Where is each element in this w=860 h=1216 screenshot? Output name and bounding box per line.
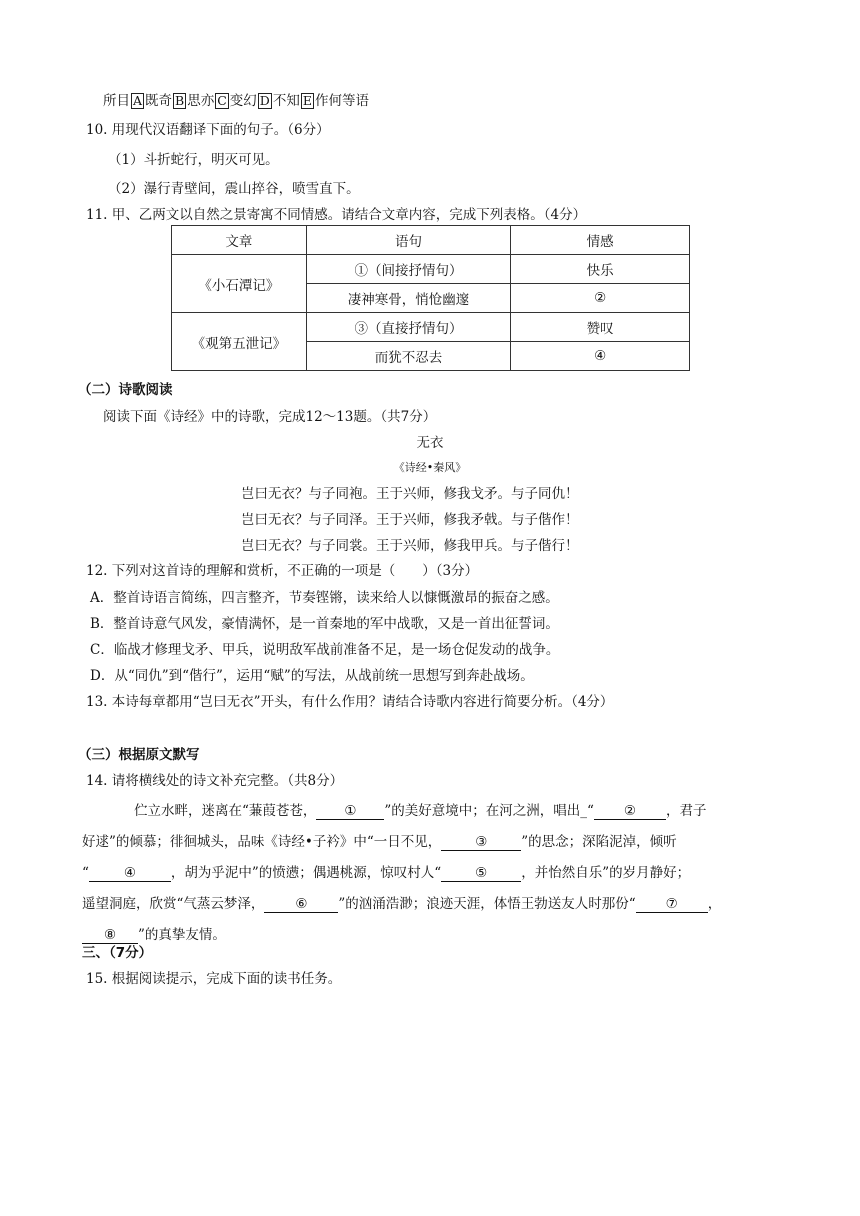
q10-sentence-2: （2）瀑行青壁间，震山捽谷，喷雪直下。 xyxy=(108,181,360,197)
poetry-intro: 阅读下面《诗经》中的诗歌，完成12～13题。（共7分） xyxy=(103,409,437,425)
blank-8[interactable]: ⑧ xyxy=(82,927,138,944)
article-xiaoshitan: 《小石潭记》 xyxy=(172,255,307,313)
poem-line: 岂曰无衣？与子同泽。王于兴师，修我矛戟。与子偕作！ xyxy=(241,512,579,528)
blank-5[interactable]: ⑤ xyxy=(441,865,521,882)
article-guandiwuxie: 《观第五泄记》 xyxy=(172,313,307,371)
section-heading-poetry: （二）诗歌阅读 xyxy=(78,382,173,398)
q12-option-a: A．整首诗语言简练，四言整齐，节奏铿锵，读来给人以慷慨激昂的振奋之感。 xyxy=(90,590,559,606)
header-emotion: 情感 xyxy=(511,226,690,255)
header-article: 文章 xyxy=(172,226,307,255)
table-row xyxy=(172,313,690,342)
blank-4[interactable]: ④ xyxy=(89,865,171,882)
blank-2[interactable]: ② xyxy=(594,803,666,820)
q10-sentence-1: （1）斗折蛇行，明灭可见。 xyxy=(108,152,279,168)
poem-line: 岂曰无衣？与子同裳。王于兴师，修我甲兵。与子偕行！ xyxy=(241,538,579,554)
emotion-cell: 快乐 xyxy=(511,255,690,284)
poem-title: 无衣 xyxy=(416,435,444,451)
sentence-cell: ③（直接抒情句） xyxy=(306,313,511,342)
poem-line: 岂曰无衣？与子同袍。王于兴师，修我戈矛。与子同仇！ xyxy=(241,486,579,502)
option-line: 所目 A 既奇 B 思亦 C 变幻 D 不知 E 作何等语 xyxy=(103,93,369,109)
emotion-cell: 赞叹 xyxy=(511,313,690,342)
emotion-cell: ④ xyxy=(511,342,690,371)
section-heading-dictation: （三）根据原文默写 xyxy=(78,747,200,763)
poem-source: 《诗经•秦风》 xyxy=(393,461,467,474)
section-three-heading: 三、（7分） xyxy=(82,945,153,961)
blank-7[interactable]: ⑦ xyxy=(636,896,708,913)
dictation-paragraph: 伫立水畔，迷离在“蒹葭苍苍， ① ”的美好意境中；在河之洲，唱出_“ ② ，君子 好逑”的倾慕；徘徊城头，品味《诗经•子衿》中“一日不见， ③ ”的思念；深陷泥淖，倾听 “ ④ ，胡为乎泥中”的愤懑；偶遇桃源，惊叹村人“ ⑤ ，并怡然自乐”的岁月静好； 遥望洞庭，欣赏“气蒸云梦泽， ⑥ ”的汹涌浩渺；浪迹天涯，体悟王勃送友人时那份“ ⑦ ， ⑧ ”的真挚友情。 xyxy=(82,803,722,943)
sentence-cell: 而犹不忍去 xyxy=(306,342,511,371)
q13-title: 13. 本诗每章都用“岂曰无衣”开头，有什么作用？请结合诗歌内容进行简要分析。（4分） xyxy=(86,694,614,710)
table-row xyxy=(172,255,690,284)
q12-option-d: D．从“同仇”到“偕行”，运用“赋”的写法，从战前统一思想写到奔赴战场。 xyxy=(90,668,534,684)
option-box-a: A xyxy=(133,93,143,108)
table-header-row xyxy=(172,226,690,255)
emotion-cell: ② xyxy=(511,284,690,313)
q11-title: 11. 甲、乙两文以自然之景寄寓不同情感。请结合文章内容，完成下列表格。（4分） xyxy=(86,207,587,223)
option-box-b: B xyxy=(175,93,185,108)
option-box-d: D xyxy=(259,93,270,108)
q12-title: 12. 下列对这首诗的理解和赏析，不正确的一项是（ ）（3分） xyxy=(86,563,479,579)
sentence-cell: ①（间接抒情句） xyxy=(306,255,511,284)
q12-option-c: C．临战才修理戈矛、甲兵，说明敌军战前准备不足，是一场仓促发动的战争。 xyxy=(90,642,560,658)
blank-1[interactable]: ① xyxy=(316,803,384,820)
q14-title: 14. 请将横线处的诗文补充完整。（共8分） xyxy=(86,773,344,789)
option-box-e: E xyxy=(302,93,312,108)
emotion-table xyxy=(171,225,690,371)
blank-6[interactable]: ⑥ xyxy=(264,896,338,913)
q10-title: 10. 用现代汉语翻译下面的句子。（6分） xyxy=(86,122,330,138)
option-box-c: C xyxy=(217,93,227,108)
blank-3[interactable]: ③ xyxy=(441,834,521,851)
header-sentence: 语句 xyxy=(306,226,511,255)
q15-title: 15. 根据阅读提示，完成下面的读书任务。 xyxy=(86,971,342,987)
q12-option-b: B．整首诗意气风发，豪情满怀，是一首秦地的军中战歌，又是一首出征誓词。 xyxy=(90,616,559,632)
sentence-cell: 凄神寒骨，悄怆幽邃 xyxy=(306,284,511,313)
